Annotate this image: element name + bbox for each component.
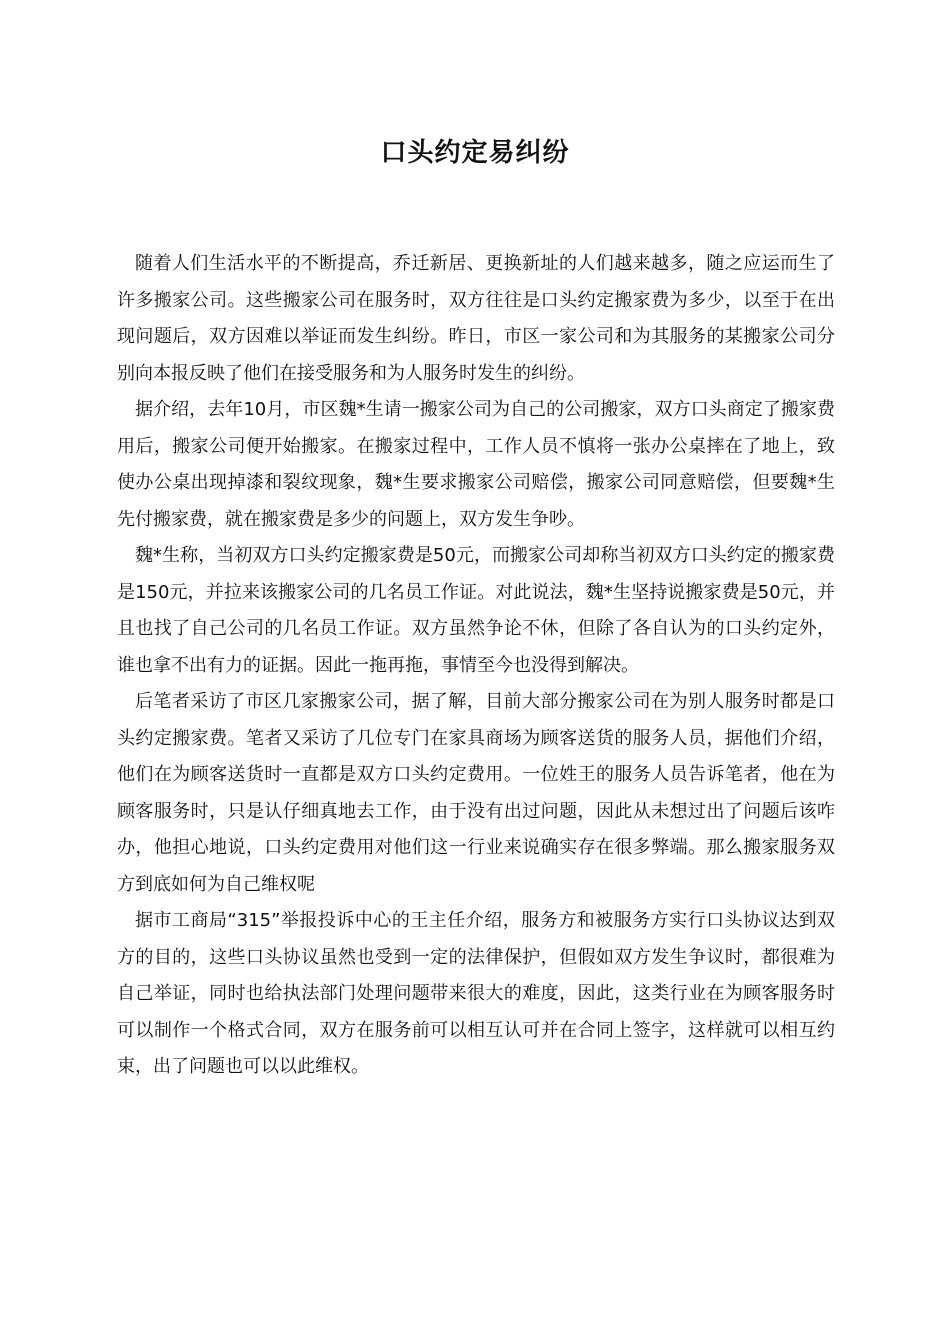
paragraph-1: 随着人们生活水平的不断提高，乔迁新居、更换新址的人们越来越多，随之应运而生了许多搬家公司。这些搬家公司在服务时，双方往往是口头约定搬家费为多少，以至于在出现问题后，双方因难以举证而发生纠纷。昨日，市区一家公司和为其服务的某搬家公司分别向本报反映了他们在接受服务和为人服务时发生的纠纷。: [117, 253, 835, 384]
paragraph-5: 据市工商局“315”举报投诉中心的王主任介绍，服务方和被服务方实行口头协议达到双方的目的，这些口头协议虽然也受到一定的法律保护，但假如双方发生争议时，都很难为自己举证，同时也给执法部门处理问题带来很大的难度，因此，这类行业在为顾客服务时可以制作一个格式合同，双方在服务前可以相互认可并在合同上签字，这样就可以相互约束，出了问题也可以以此维权。: [117, 910, 835, 1077]
paragraph-3: 魏*生称，当初双方口头约定搬家费是50元，而搬家公司却称当初双方口头约定的搬家费是150元，并拉来该搬家公司的几名员工作证。对此说法，魏*生坚持说搬家费是50元，并且也找了自己公司的几名员工作证。双方虽然争论不休，但除了各自认为的口头约定外，谁也拿不出有力的证据。因此一拖再拖，事情至今也没得到解决。: [117, 545, 835, 676]
page-title: 口头约定易纠纷: [380, 138, 570, 168]
paragraph-2: 据介绍，去年10月，市区魏*生请一搬家公司为自己的公司搬家，双方口头商定了搬家费用后，搬家公司便开始搬家。在搬家过程中，工作人员不慎将一张办公桌摔在了地上，致使办公桌出现掉漆和裂纹现象，魏*生要求搬家公司赔偿，搬家公司同意赔偿，但要魏*生先付搬家费，就在搬家费是多少的问题上，双方发生争吵。: [117, 399, 835, 530]
article-body: [117, 246, 835, 1086]
paragraph-4: 后笔者采访了市区几家搬家公司，据了解，目前大部分搬家公司在为别人服务时都是口头约定搬家费。笔者又采访了几位专门在家具商场为顾客送货的服务人员，据他们介绍，他们在为顾客送货时一直都是双方口头约定费用。一位姓王的服务人员告诉笔者，他在为顾客服务时，只是认仔细真地去工作，由于没有出过问题，因此从未想过出了问题后该咋办，他担心地说，口头约定费用对他们这一行业来说确实存在很多弊端。那么搬家服务双方到底如何为自己维权呢: [117, 691, 835, 895]
